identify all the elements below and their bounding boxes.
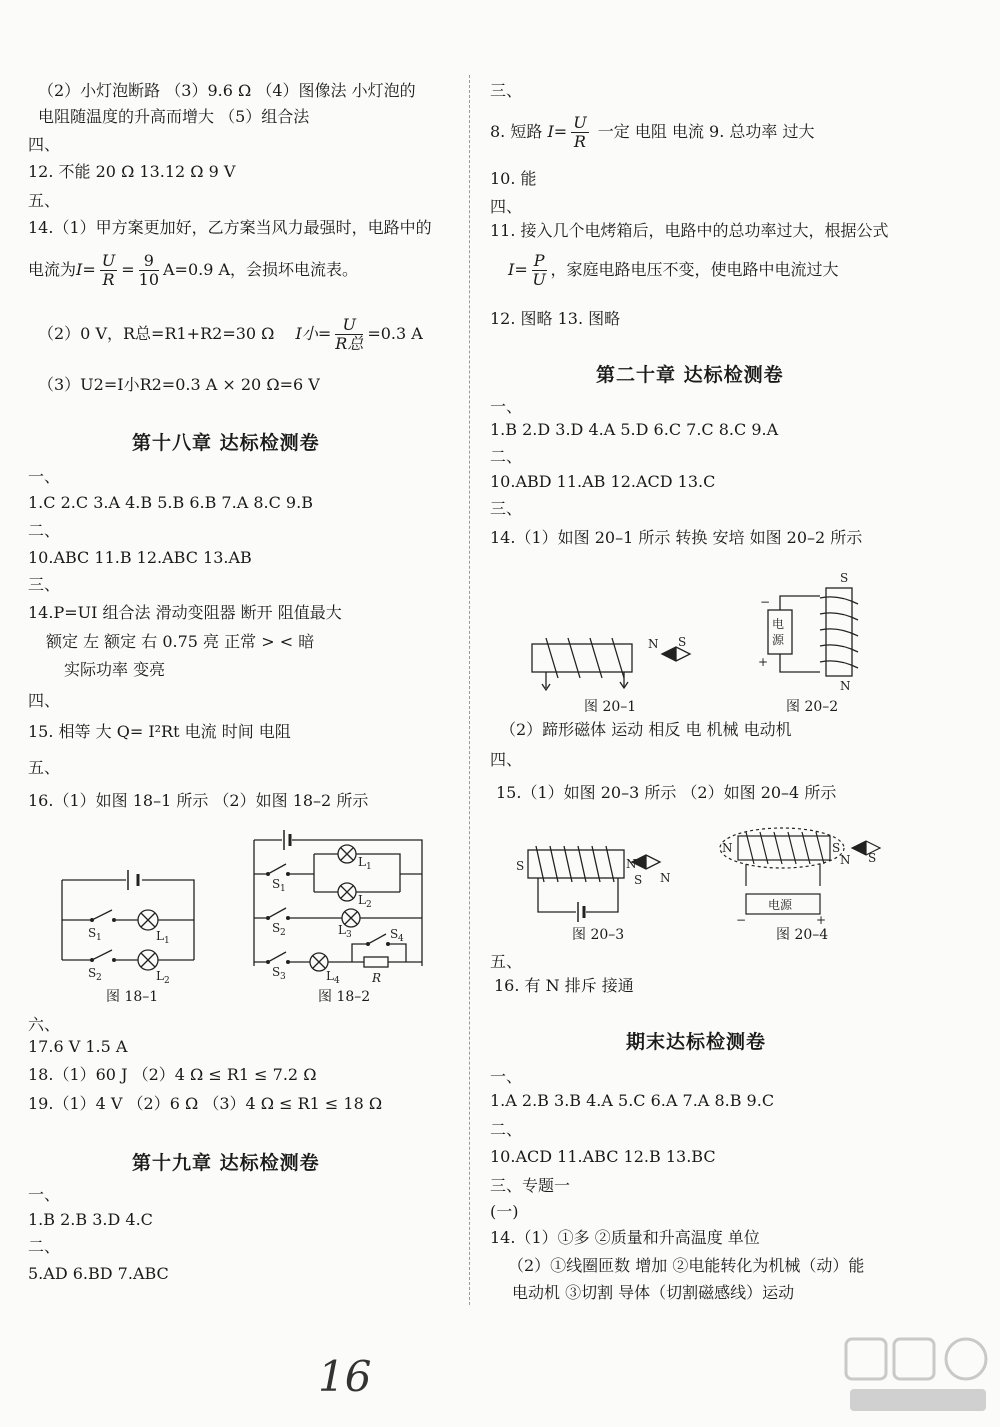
- answer-line: 5.AD 6.BD 7.ABC: [28, 1264, 169, 1283]
- answer-line: 10. 能: [490, 169, 537, 188]
- formula-symbol: I=: [76, 260, 96, 279]
- svg-text:4: 4: [334, 976, 340, 986]
- answer-line: 16.（1）如图 18–1 所示 （2）如图 18–2 所示: [28, 791, 369, 810]
- svg-text:电源: 电源: [768, 898, 793, 912]
- equals-sign: =: [121, 260, 135, 279]
- answer-line: （2）小灯泡断路 （3）9.6 Ω （4）图像法 小灯泡的: [38, 81, 416, 100]
- svg-text:S: S: [832, 841, 841, 855]
- formula-text: 8. 短路: [490, 122, 543, 141]
- numerator: U: [573, 113, 587, 132]
- answer-line: 1.A 2.B 3.B 4.A 5.C 6.A 7.A 8.B 9.C: [490, 1091, 775, 1110]
- chapter-title: 第十九章 达标检测卷: [132, 1152, 320, 1174]
- svg-text:+: +: [758, 655, 769, 669]
- answer-line: 14.（1）如图 20–1 所示 转换 安培 如图 20–2 所示: [490, 528, 863, 547]
- numerator: P: [533, 251, 545, 270]
- section-label: 四、: [28, 691, 61, 710]
- section-label: (一): [490, 1202, 519, 1221]
- svg-text:L: L: [326, 969, 334, 983]
- answer-line: 1.B 2.D 3.D 4.A 5.D 6.C 7.C 8.C 9.A: [490, 420, 779, 439]
- svg-text:L: L: [358, 855, 366, 869]
- svg-text:S: S: [272, 921, 281, 935]
- section-label: 四、: [490, 750, 523, 769]
- column-divider: [469, 75, 470, 1305]
- formula-text: 电流为: [28, 260, 77, 279]
- answer-line: （2）蹄形磁体 运动 相反 电 机械 电动机: [500, 720, 792, 739]
- section-label: 四、: [28, 135, 61, 154]
- section-label: 五、: [28, 191, 61, 210]
- section-label: 二、: [28, 521, 61, 540]
- svg-text:S: S: [634, 873, 643, 887]
- numerator: U: [101, 251, 116, 270]
- svg-text:2: 2: [366, 900, 372, 910]
- answer-line: 19.（1）4 V （2）6 Ω （3）4 Ω ≤ R1 ≤ 18 Ω: [28, 1094, 383, 1113]
- svg-text:S: S: [840, 571, 849, 585]
- figure-caption: 图 18–1: [106, 989, 159, 1005]
- svg-text:N: N: [660, 871, 671, 885]
- formula-text: =0.3 A: [367, 324, 423, 343]
- formula-symbol: I=: [547, 122, 568, 141]
- svg-text:3: 3: [346, 930, 352, 940]
- svg-text:S: S: [88, 926, 97, 940]
- svg-text:S: S: [678, 635, 687, 649]
- circuit-diagram-18-2: [246, 826, 456, 986]
- answer-line: 18.（1）60 J （2）4 Ω ≤ R1 ≤ 7.2 Ω: [28, 1065, 317, 1084]
- denominator: R总: [335, 334, 364, 353]
- svg-text:N: N: [626, 857, 637, 871]
- formula-symbol: I小=: [295, 324, 332, 343]
- figure-caption: 图 20–2: [786, 699, 839, 715]
- svg-text:N: N: [840, 853, 851, 867]
- chapter-title: 期末达标检测卷: [626, 1031, 767, 1053]
- svg-text:S: S: [868, 851, 877, 865]
- section-label: 五、: [490, 952, 523, 971]
- answer-line: 电阻随温度的升高而增大 （5）组合法: [38, 107, 310, 126]
- answer-line: 10.ABC 11.B 12.ABC 13.AB: [28, 548, 252, 567]
- svg-text:1: 1: [280, 884, 286, 894]
- watermark-logo: [842, 1335, 992, 1423]
- svg-text:N: N: [722, 841, 733, 855]
- formula-symbol: I=: [508, 260, 528, 279]
- answer-line: 15. 相等 大 Q= I²Rt 电流 时间 电阻: [28, 722, 291, 741]
- denominator: R: [102, 270, 115, 289]
- solenoid-diagram-20-1: [526, 630, 696, 696]
- section-label: 一、: [28, 1185, 61, 1204]
- svg-text:+: +: [816, 913, 827, 927]
- answer-line: 1.B 2.B 3.D 4.C: [28, 1210, 153, 1229]
- section-label: 一、: [490, 397, 523, 416]
- answer-line: 10.ABD 11.AB 12.ACD 13.C: [490, 472, 716, 491]
- circuit-diagram-18-1: [48, 860, 238, 990]
- svg-text:源: 源: [772, 633, 785, 647]
- answer-line: 10.ACD 11.ABC 12.B 13.BC: [490, 1147, 716, 1166]
- answer-line: 14.（1）甲方案更加好，乙方案当风力最强时，电路中的: [28, 218, 432, 237]
- answer-line: 1.C 2.C 3.A 4.B 5.B 6.B 7.A 8.C 9.B: [28, 493, 313, 512]
- formula-text: ，家庭电路电压不变，使电路中电流过大: [550, 260, 839, 279]
- chapter-title: 第二十章 达标检测卷: [596, 364, 784, 386]
- solenoid-diagram-20-2: [754, 568, 874, 696]
- fraction: [139, 252, 159, 289]
- fraction: [532, 252, 547, 289]
- figure-caption: 图 18–2: [318, 989, 371, 1005]
- svg-text:N: N: [648, 637, 659, 651]
- fraction: [100, 252, 117, 289]
- figure-caption: 图 20–3: [572, 927, 625, 943]
- svg-text:1: 1: [164, 936, 170, 946]
- answer-line: 14.（1）①多 ②质量和升高温度 单位: [490, 1228, 760, 1247]
- formula-line: [490, 112, 814, 152]
- page-number: 16: [318, 1352, 372, 1401]
- figure-20-2: [754, 568, 874, 700]
- svg-text:R: R: [372, 971, 382, 985]
- svg-text:L: L: [358, 893, 366, 907]
- section-label: 三、专题一: [490, 1176, 571, 1195]
- svg-text:S: S: [272, 877, 281, 891]
- answer-line: 16. 有 N 排斥 接通: [494, 976, 634, 995]
- answer-line: 12. 不能 20 Ω 13.12 Ω 9 V: [28, 162, 236, 181]
- answer-line: 电动机 ③切割 导体（切割磁感线）运动: [512, 1283, 795, 1302]
- numerator: U: [335, 316, 363, 335]
- watermark-icon: [842, 1335, 992, 1419]
- formula-text: 一定 电阻 电流 9. 总功率 过大: [597, 122, 815, 141]
- denominator: U: [532, 270, 546, 289]
- svg-text:S: S: [516, 859, 525, 873]
- answer-line: 实际功率 变亮: [64, 660, 166, 679]
- section-label: 三、: [28, 575, 61, 594]
- formula-text: （2）0 V，R总=R1+R2=30 Ω: [38, 324, 275, 343]
- svg-text:S: S: [88, 966, 97, 980]
- solenoid-diagram-20-4: [716, 820, 886, 930]
- answer-line: 14.P=UI 组合法 滑动变阻器 断开 阻值最大: [28, 603, 342, 622]
- svg-text:1: 1: [366, 862, 372, 872]
- answer-line: 11. 接入几个电烤箱后，电路中的总功率过大，根据公式: [490, 221, 889, 240]
- fraction: [571, 114, 588, 151]
- svg-text:4: 4: [398, 934, 404, 944]
- section-label: 三、: [490, 499, 523, 518]
- figure-18-1: [48, 860, 238, 994]
- svg-text:2: 2: [280, 928, 286, 938]
- svg-text:S: S: [272, 965, 281, 979]
- svg-text:2: 2: [96, 973, 102, 983]
- svg-text:L: L: [156, 929, 164, 943]
- numerator: 9: [139, 252, 159, 271]
- svg-text:−: −: [760, 595, 771, 609]
- section-label: 一、: [28, 467, 61, 486]
- svg-text:L: L: [338, 923, 346, 937]
- section-label: 六、: [28, 1015, 61, 1034]
- formula-line: [508, 250, 839, 290]
- answer-line: （2）①线圈匝数 增加 ②电能转化为机械（动）能: [508, 1256, 865, 1275]
- answer-line: 17.6 V 1.5 A: [28, 1037, 128, 1056]
- fraction: [335, 316, 363, 353]
- section-label: 二、: [490, 1120, 523, 1139]
- figure-20-3: [514, 840, 674, 928]
- formula-text: A=0.9 A，会损坏电流表。: [163, 260, 359, 279]
- svg-text:S: S: [390, 927, 399, 941]
- formula-line: [38, 314, 423, 354]
- figure-caption: 图 20–4: [776, 927, 829, 943]
- figure-20-4: [716, 820, 886, 934]
- svg-text:3: 3: [280, 972, 286, 982]
- answer-line: 15.（1）如图 20–3 所示 （2）如图 20–4 所示: [496, 783, 837, 802]
- svg-text:2: 2: [164, 976, 170, 986]
- svg-text:L: L: [156, 969, 164, 983]
- chapter-title: 第十八章 达标检测卷: [132, 432, 320, 454]
- answer-line: 12. 图略 13. 图略: [490, 309, 621, 328]
- answer-line: （3）U2=I小R2=0.3 A × 20 Ω=6 V: [38, 375, 320, 394]
- figure-caption: 图 20–1: [584, 699, 637, 715]
- section-label: 四、: [490, 197, 523, 216]
- section-label: 一、: [490, 1067, 523, 1086]
- denominator: R: [573, 132, 586, 151]
- figure-20-1: [526, 630, 696, 700]
- figure-18-2: [246, 826, 456, 990]
- answer-line: 额定 左 额定 右 0.75 亮 正常 > < 暗: [46, 632, 315, 651]
- svg-text:电: 电: [772, 617, 785, 631]
- section-label: 二、: [28, 1237, 61, 1256]
- svg-text:1: 1: [96, 933, 102, 943]
- denominator: 10: [138, 270, 159, 289]
- section-label: 五、: [28, 758, 61, 777]
- solenoid-diagram-20-3: [514, 840, 674, 924]
- section-label: 二、: [490, 447, 523, 466]
- formula-line: [28, 250, 358, 290]
- section-label: 三、: [490, 81, 523, 100]
- svg-text:−: −: [736, 913, 747, 927]
- svg-text:N: N: [840, 679, 851, 693]
